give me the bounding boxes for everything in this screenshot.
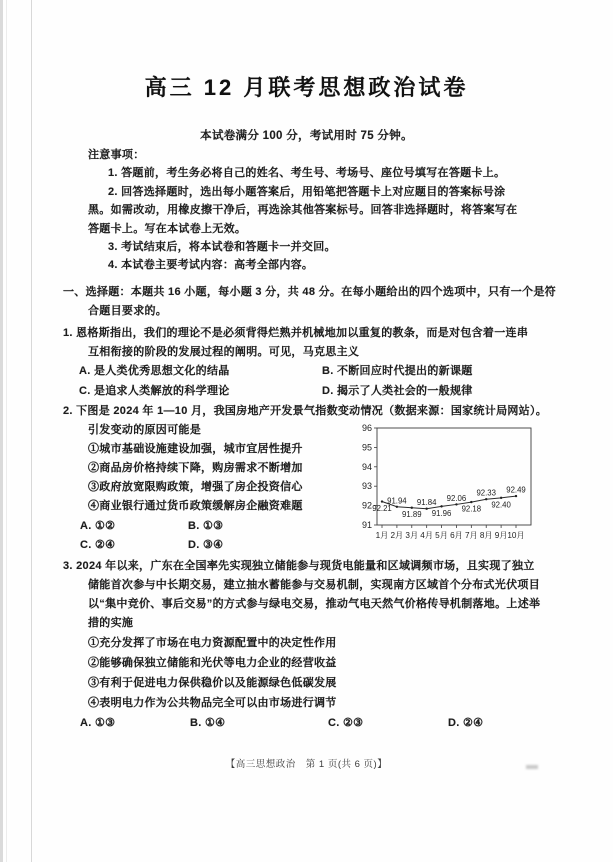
- svg-text:91.96: 91.96: [431, 508, 452, 518]
- q3-stem-cont: 储能首次参与中长期交易，建立抽水蓄能参与交易机制，实现南方区域首个分布式光伏项目: [88, 579, 540, 591]
- option-label: D. ②④: [448, 717, 484, 729]
- notice-heading: 注意事项：: [88, 149, 145, 161]
- option-label: C. 是追求人类解放的科学理论: [79, 385, 230, 397]
- svg-text:91: 91: [361, 520, 372, 530]
- notice-item-4: 4. 本试卷主要考试内容：高考全部内容。: [108, 259, 314, 271]
- notice-item-2: 2. 回答选择题时，选出每小题答案后，用铅笔把答题卡上对应题目的答案标号涂: [108, 186, 506, 198]
- notice-item-3: 3. 考试结束后，将本试卷和答题卡一并交回。: [108, 241, 336, 253]
- q3-stem-cont3: 措的实施: [88, 617, 134, 629]
- svg-text:93: 93: [361, 481, 372, 492]
- svg-text:91.84: 91.84: [416, 498, 437, 508]
- q1-stem-cont: 互相衔接的阶段的发展过程的阐明。可见，马克思主义: [88, 346, 360, 358]
- q3-choice-3: ③有利于促进电力保供稳价以及能源绿色低碳发展: [88, 677, 337, 689]
- svg-text:91.94: 91.94: [387, 496, 407, 506]
- section-heading: 一、选择题：本题共 16 小题，每小题 3 分，共 48 分。在每小题给出的四个选项中，只有一个是符: [63, 286, 556, 298]
- option-label: A. 是人类优秀思想文化的结晶: [79, 365, 230, 377]
- svg-text:7月: 7月: [464, 531, 478, 540]
- paper-title: 高三 12 月联考思想政治试卷: [144, 75, 469, 100]
- q2-stem-cont: 引发变动的原因可能是: [88, 424, 201, 436]
- page-footer: 【高三思想政治 第 1 页(共 6 页)】: [225, 759, 388, 770]
- q3-choice-1: ①充分发挥了市场在电力资源配置中的决定性作用: [88, 637, 337, 649]
- option-label: C. ②④: [80, 539, 116, 551]
- q3-stem: 3. 2024 年以来，广东在全国率先实现独立储能参与现货电能量和区域调频市场，且实现了独立: [63, 560, 535, 572]
- svg-text:9月: 9月: [494, 531, 508, 540]
- option-label: D. ③④: [188, 539, 224, 551]
- svg-text:4月: 4月: [420, 531, 434, 540]
- svg-text:92.33: 92.33: [476, 488, 496, 498]
- q2-choice-4: ④商业银行通过货币政策缓解房企融资难题: [88, 500, 303, 512]
- line-chart-svg: [351, 416, 565, 548]
- paper-subtitle: 本试卷满分 100 分，考试用时 75 分钟。: [200, 130, 413, 142]
- q2-choice-2: ②商品房价格持续下降，购房需求不断增加: [88, 462, 303, 474]
- option-label: C. ②③: [328, 717, 364, 729]
- svg-text:92.40: 92.40: [491, 500, 511, 510]
- svg-text:96: 96: [361, 423, 372, 433]
- svg-text:10月: 10月: [507, 531, 525, 540]
- svg-text:94: 94: [361, 461, 372, 472]
- svg-text:92.18: 92.18: [461, 504, 482, 514]
- notice-item-2-cont2: 答题卡上。写在本试卷上无效。: [88, 223, 247, 235]
- q1-stem: 1. 恩格斯指出，我们的理论不是必须背得烂熟并机械地加以重复的教条，而是对包含着一连串: [63, 327, 529, 339]
- q3-stem-cont2: 以“集中竞价、事后交易”的方式参与绿电交易，推动气电天然气价格传导机制落地。上述举: [88, 598, 541, 610]
- svg-text:6月: 6月: [450, 531, 463, 540]
- notice-item-2-cont: 黑。如需改动，用橡皮擦干净后，再选涂其他答案标号。回答非选择题时，将答案写在: [88, 204, 518, 216]
- svg-text:3月: 3月: [405, 531, 419, 540]
- business-climate-index-chart: [351, 416, 565, 548]
- q3-choice-4: ④表明电力作为公共物品完全可以由市场进行调节: [88, 697, 337, 709]
- option-label: B. ①③: [188, 520, 224, 532]
- option-label: D. 揭示了人类社会的一般规律: [322, 385, 473, 397]
- option-label: B. ①④: [190, 717, 226, 729]
- option-label: B. 不断回应时代提出的新课题: [322, 365, 473, 377]
- svg-text:8月: 8月: [479, 531, 493, 540]
- svg-text:5月: 5月: [435, 531, 448, 540]
- q2-stem: 2. 下图是 2024 年 1—10 月，我国房地产开发景气指数变动情况（数据来源：国家统计局网站）。: [63, 405, 548, 417]
- q2-choice-3: ③政府放宽限购政策，增强了房企投资信心: [88, 481, 303, 493]
- option-label: A. ①②: [80, 520, 116, 532]
- svg-text:92.21: 92.21: [372, 504, 392, 514]
- svg-text:91.89: 91.89: [402, 510, 422, 520]
- option-label: A. ①③: [80, 717, 116, 729]
- svg-text:1月: 1月: [375, 531, 389, 540]
- section-heading-cont: 合题目要求的。: [88, 305, 168, 317]
- svg-text:95: 95: [361, 442, 372, 453]
- svg-text:92.06: 92.06: [446, 493, 467, 503]
- svg-text:92: 92: [361, 500, 372, 511]
- notice-item-1: 1. 答题前，考生务必将自己的姓名、考生号、考场号、座位号填写在答题卡上。: [108, 167, 506, 179]
- q2-choice-1: ①城市基础设施建设加强，城市宜居性提升: [88, 443, 303, 455]
- q3-choice-2: ②能够确保独立储能和光伏等电力企业的经营收益: [88, 657, 337, 669]
- svg-text:92.49: 92.49: [506, 485, 526, 495]
- svg-text:2月: 2月: [390, 531, 404, 540]
